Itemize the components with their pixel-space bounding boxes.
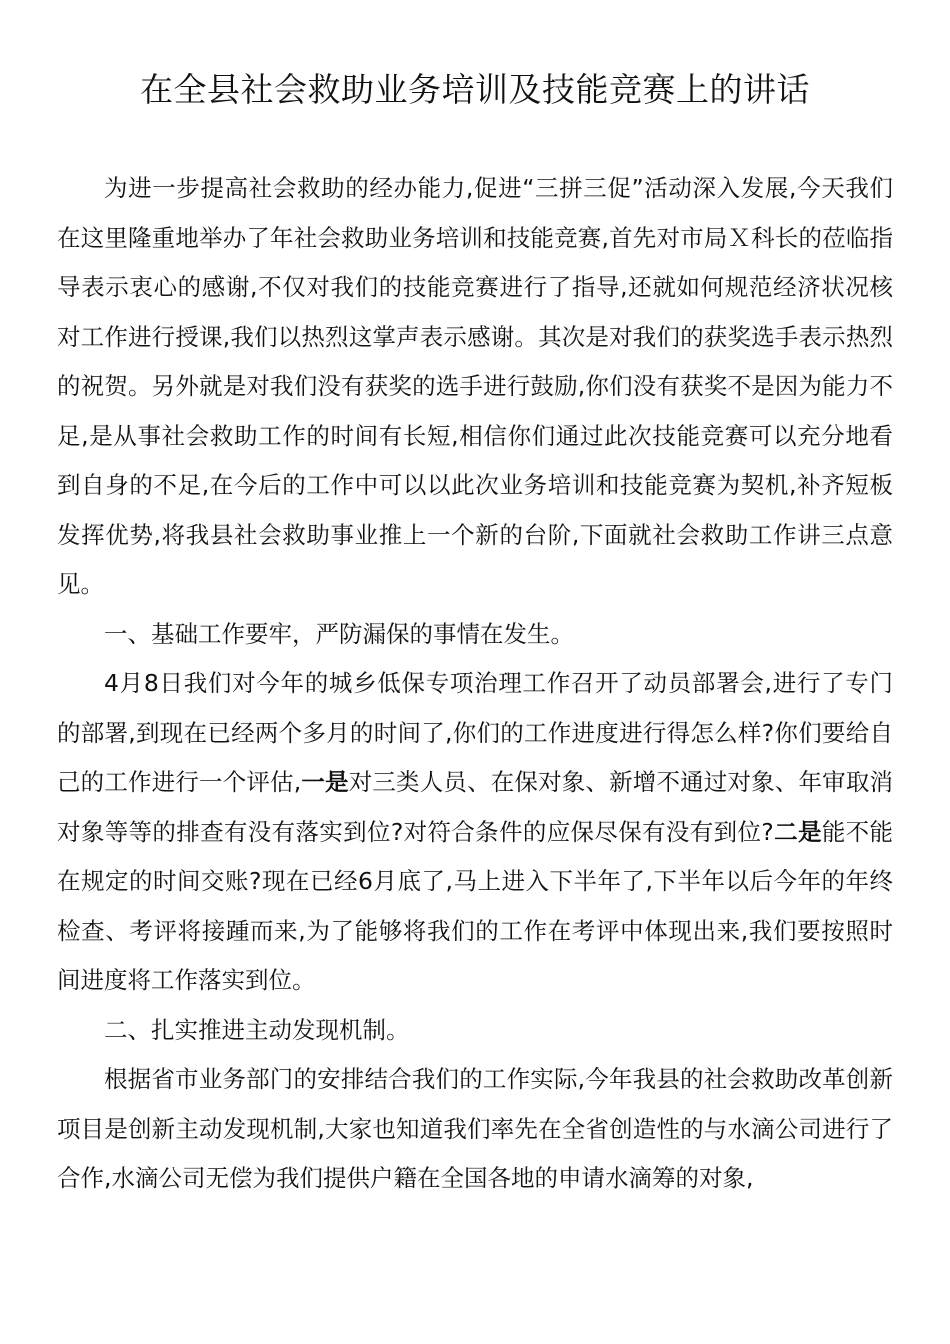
paragraph-intro: 为进一步提高社会救助的经办能力,促进“三拼三促”活动深入发展,今天我们在这里隆重地举办了年社会救助业务培训和技能竞赛,首先对市局Ｘ科长的莅临指导表示衷心的感谢,不仅对我们的技能竞赛进行了指导,还就如何规范经济状况核对工作进行授课,我们以热烈这掌声表示感谢。其次是对我们的获奖选手表示热烈的祝贺。另外就是对我们没有获奖的选手进行鼓励,你们没有获奖不是因为能力不足,是从事社会救助工作的时间有长短,相信你们通过此次技能竞赛可以充分地看到自身的不足,在今后的工作中可以以此次业务培训和技能竞赛为契机,补齐短板发挥优势,将我县社会救助事业推上一个新的台阶,下面就社会救助工作讲三点意见。 [57,174,893,598]
paragraph-section-2: 根据省市业务部门的安排结合我们的工作实际,今年我县的社会救助改革创新项目是创新主动发现机制,大家也知道我们率先在全省创造性的与水滴公司进行了合作,水滴公司无偿为我们提供户籍在全国各地的申请水滴筹的对象, [57,1065,893,1192]
section-heading-1: 一、基础工作要牢，严防漏保的事情在发生。 [104,619,574,648]
paragraph-text: 能不能在规定的时间交账?现在已经6月底了,马上进入下半年了,下半年以后今年的年终检查、考评将接踵而来,为了能够将我们的工作在考评中体现出来,我们要按照时间进度将工作落实到位。 [57,817,894,994]
paragraph-section-1 [57,659,893,1006]
paragraph-text: 4月8日我们对今年的城乡低保专项治理工作召开了动员部署会,进行了专门的部署,到现在已经两个多月的时间了,你们的工作进度进行得怎么样?你们要给自己的工作进行一个评估, [57,669,893,796]
section-heading-2: 二、扎实推进主动发现机制。 [104,1015,410,1044]
bold-marker-first: 一是 [301,768,349,796]
paragraph-text: 对三类人员、在保对象、新增不通过对象、年审取消对象等等的排查有没有落实到位?对符合条件的应保尽保有没有到位? [57,768,893,846]
document-title: 在全县社会救助业务培训及技能竞赛上的讲话 [140,70,810,109]
bold-marker-second: 二是 [773,817,822,846]
document-body [57,164,893,1204]
